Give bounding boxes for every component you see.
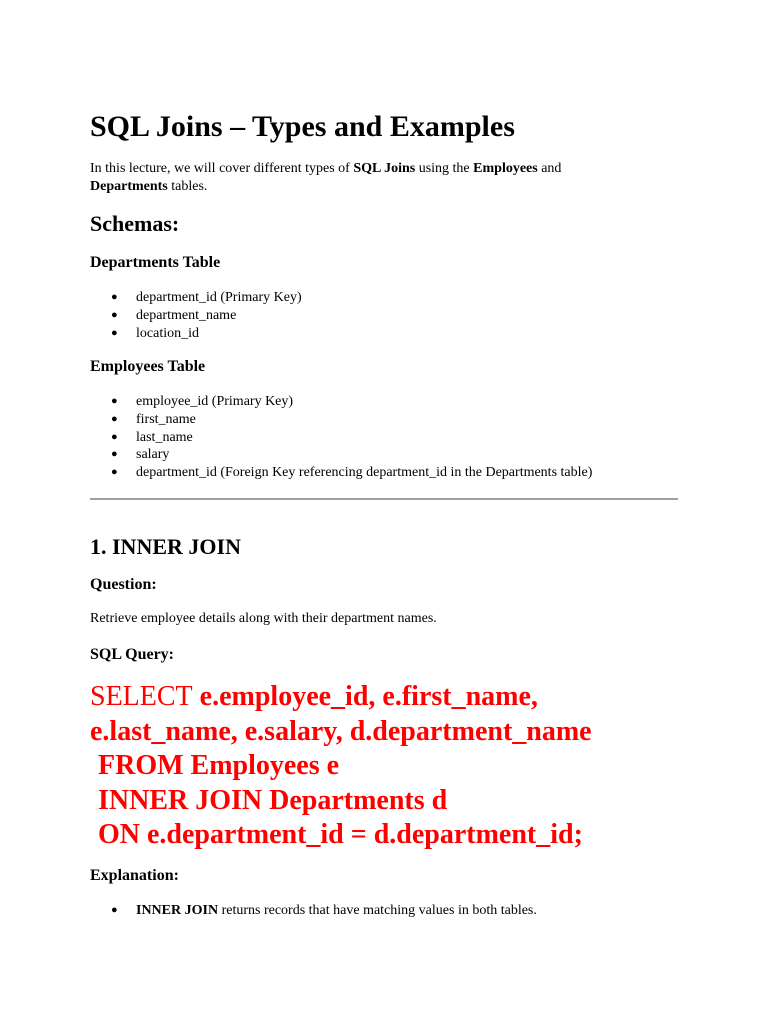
column-name: first_name [136, 411, 196, 427]
departments-columns-list [90, 289, 302, 342]
intro-text: In this lecture, we will cover different types of [90, 161, 354, 176]
column-name: department_name [136, 307, 237, 323]
bullet-icon: ● [111, 466, 118, 479]
sql-query-label: SQL Query: [90, 646, 175, 663]
intro-text: tables. [167, 178, 208, 194]
column-name: department_id (Foreign Key referencing department_id in the Departments table) [136, 465, 593, 481]
bullet-icon: ● [111, 448, 118, 461]
bullet-icon: ● [111, 430, 118, 443]
departments-table-heading: Departments Table [90, 254, 221, 271]
sql-text: e.employee_id, e.first_name, [192, 681, 538, 712]
bullet-icon: ● [111, 412, 118, 425]
list-item [90, 429, 592, 447]
intro-text: and [537, 161, 562, 176]
list-item [90, 464, 592, 482]
sql-line: FROM Employees e [98, 750, 340, 781]
question-label: Question: [90, 576, 157, 593]
list-item [90, 393, 592, 411]
explanation-label: Explanation: [90, 867, 179, 884]
employees-table-heading: Employees Table [90, 358, 206, 375]
intro-departments: Departments [90, 178, 168, 194]
list-item [90, 325, 302, 343]
list-item [90, 307, 302, 325]
section-inner-join-heading: 1. INNER JOIN [90, 534, 241, 559]
column-name: employee_id (Primary Key) [136, 394, 294, 409]
column-name: location_id [136, 325, 199, 341]
sql-line [90, 680, 592, 715]
sql-select-keyword: SELECT [90, 681, 193, 712]
list-item [90, 902, 537, 920]
list-item [90, 411, 592, 429]
bullet-icon: ● [111, 395, 118, 407]
explanation-term: INNER JOIN [136, 903, 219, 918]
intro-text: using the [415, 161, 474, 176]
list-item [90, 289, 302, 307]
explanation-text: returns records that have matching values in both tables. [218, 903, 537, 918]
explanation-list [90, 902, 537, 920]
sql-line: e.last_name, e.salary, d.department_name [90, 715, 592, 747]
intro-paragraph [90, 160, 650, 195]
bullet-icon: ● [111, 904, 118, 916]
sql-line: ON e.department_id = d.department_id; [98, 819, 583, 850]
employees-columns-list [90, 393, 592, 482]
column-name: department_id (Primary Key) [136, 290, 302, 305]
page-title: SQL Joins – Types and Examples [90, 110, 515, 143]
sql-line: INNER JOIN Departments d [98, 784, 448, 816]
bullet-icon: ● [111, 308, 118, 321]
question-text: Retrieve employee details along with their department names. [90, 611, 437, 626]
intro-sql-joins: SQL Joins [353, 161, 416, 176]
schemas-heading: Schemas: [90, 211, 180, 236]
column-name: salary [136, 447, 170, 463]
horizontal-divider [90, 498, 678, 500]
list-item [90, 446, 592, 464]
column-name: last_name [136, 429, 193, 445]
bullet-icon: ● [111, 326, 118, 339]
sql-query-block [90, 680, 592, 853]
intro-employees: Employees [473, 161, 538, 176]
bullet-icon: ● [111, 291, 118, 303]
